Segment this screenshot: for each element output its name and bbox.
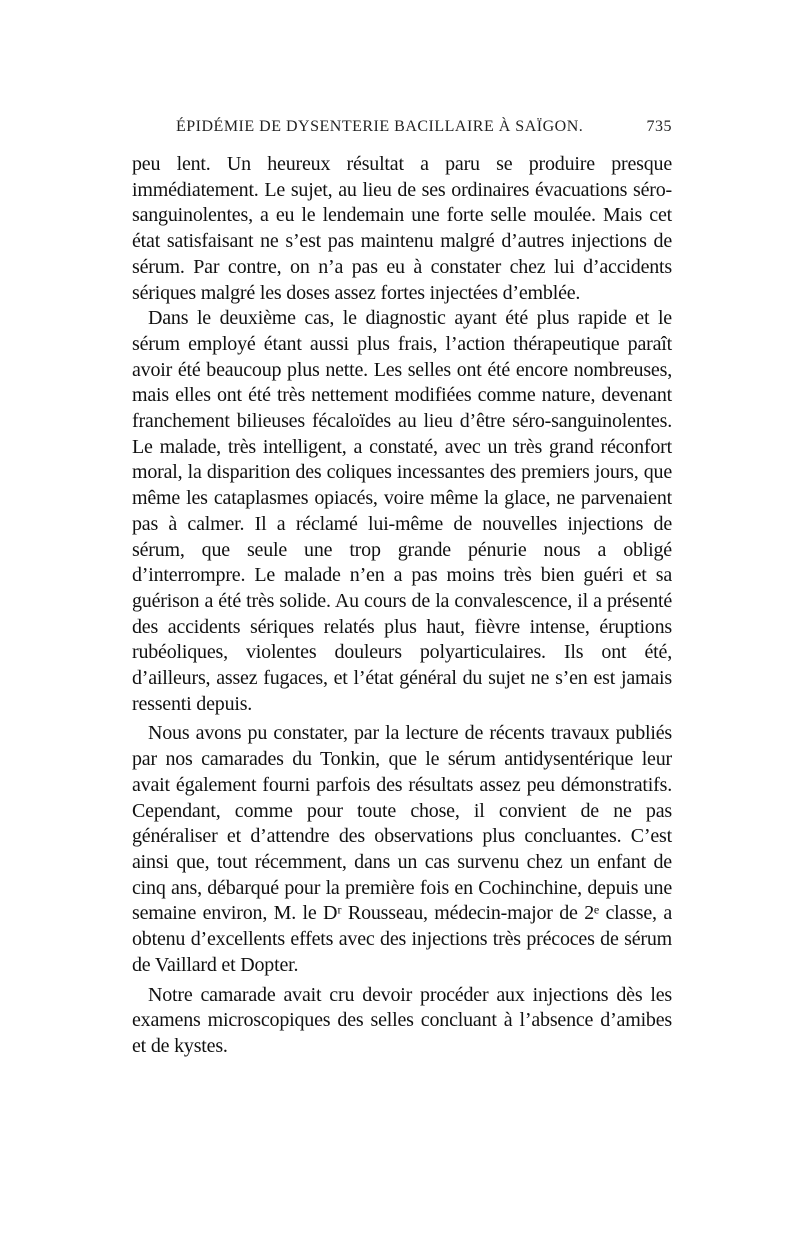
paragraph-4: Notre camarade avait cru devoir procéder aux injections dès les examens microscopiques des selles concluant à l’absence d’amibes et de kystes.: [132, 983, 672, 1057]
paragraph-2: Dans le deuxième cas, le diagnostic ayant été plus rapide et le sérum employé étant aussi plus frais, l’action thérapeutique paraît avoir été beaucoup plus nette. Les selles ont été encore nombreuses, mais elles ont été très nettement modifiées comme nature, devenant franchement bilieuses fécaloïdes au lieu d’être séro-sanguinolentes. Le malade, très intelligent, a constaté, avec un très grand réconfort moral, la disparition des coliques incessantes des premiers jours, que même les cataplasmes opiacés, voire même la glace, ne parvenaient pas à calmer. Il a réclamé lui-même de nouvelles injections de sérum, que seule une trop grande pénurie nous a obligé d’interrompre. Le malade n’en a pas moins très bien guéri et sa guérison a été très solide. Au cours de la convalescence, il a présenté des accidents sériques relatés plus haut, fièvre intense, éruptions rubéoliques, violentes douleurs polyarticulaires. Ils ont été, d’ailleurs, assez fugaces, et l’état général du sujet ne s’en est jamais ressenti depuis.: [132, 307, 672, 715]
running-title: ÉPIDÉMIE DE DYSENTERIE BACILLAIRE À SAÏGON.: [176, 118, 584, 135]
paragraph-1: peu lent. Un heureux résultat a paru se produire presque immédiatement. Le sujet, au lieu de ses ordinaires évacuations séro-sanguinolentes, a eu le lendemain une forte selle moulée. Mais cet état satisfaisant ne s’est pas maintenu malgré d’autres injections de sérum. Par contre, on n’a pas eu à constater chez lui d’accidents sériques malgré les doses assez fortes injectées d’emblée.: [132, 153, 672, 304]
page-number: 735: [646, 118, 672, 135]
running-header: [132, 118, 672, 136]
document-page: [132, 118, 672, 1060]
paragraph-3: Nous avons pu constater, par la lecture de récents travaux publiés par nos camarades du Tonkin, que le sérum antidysentérique leur avait également fourni parfois des résultats assez peu démonstratifs. Cependant, comme pour toute chose, il convient de ne pas généraliser et d’attendre des observations plus concluantes. C’est ainsi que, tout récemment, dans un cas survenu chez un enfant de cinq ans, débarqué pour la première fois en Cochinchine, depuis une semaine environ, M. le Dʳ Rousseau, médecin-major de 2ᵉ classe, a obtenu d’excellents effets avec des injections très précoces de sérum de Vaillard et Dopter.: [132, 722, 672, 976]
body-text: [132, 152, 672, 1060]
